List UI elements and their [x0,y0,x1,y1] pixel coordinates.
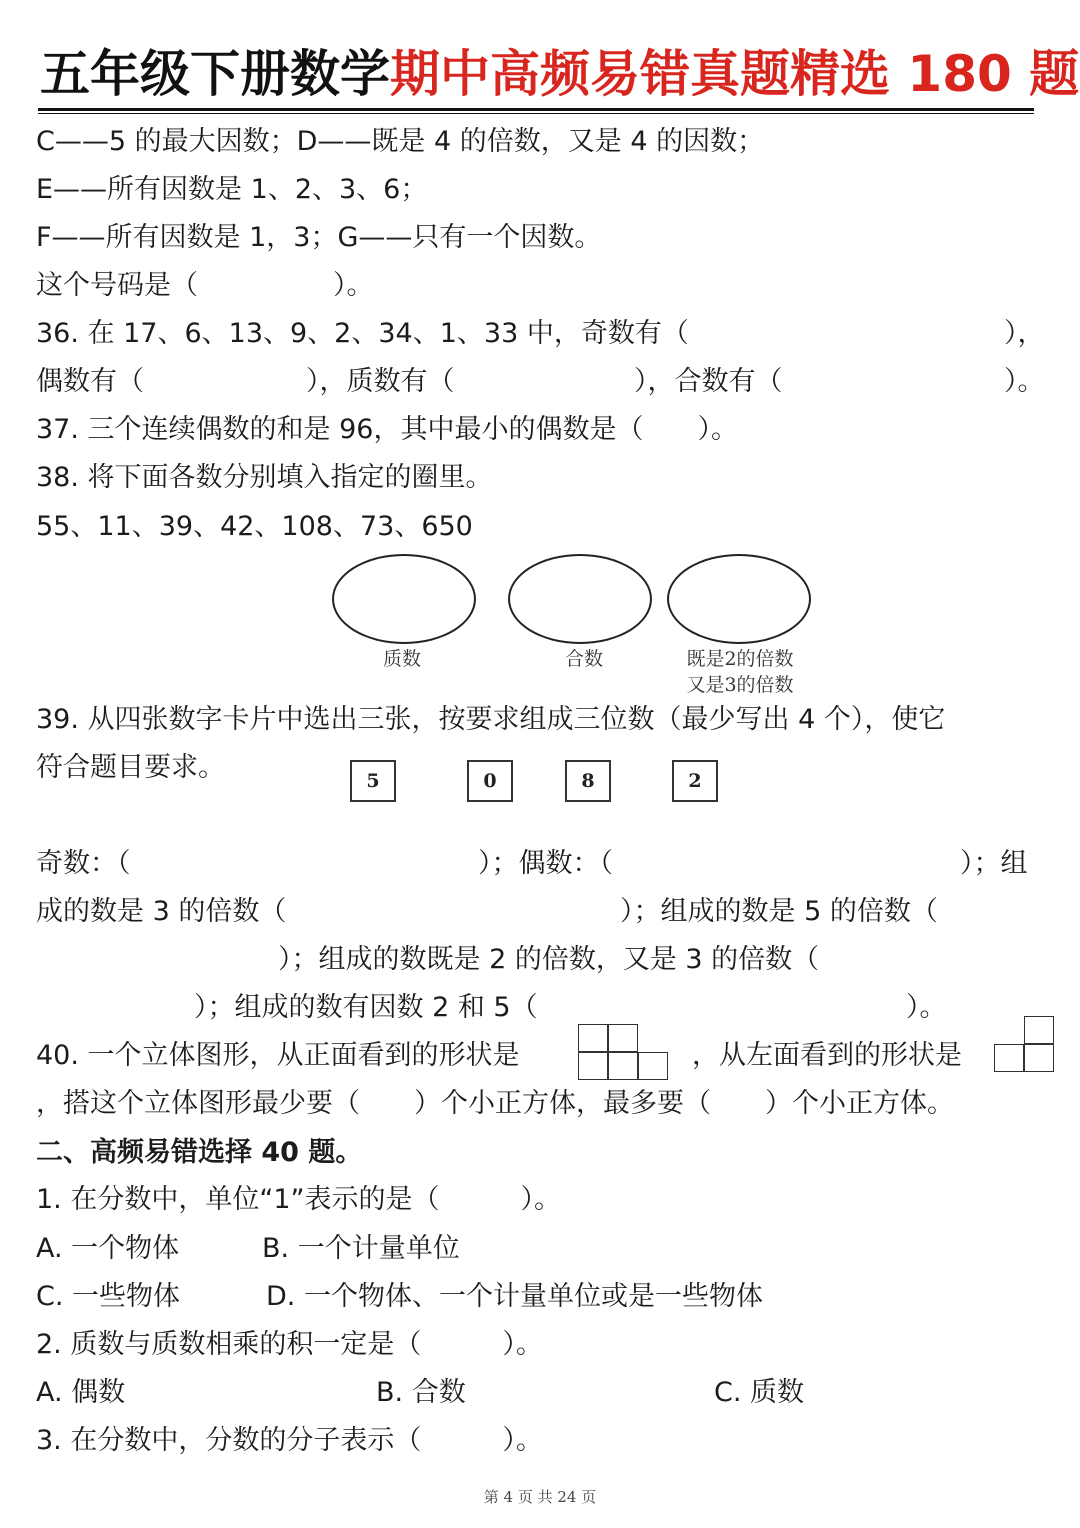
title-red: 期中高频易错真题精选 180 题 [390,45,1080,103]
section-2-heading: 二、高频易错选择 40 题。 [36,1137,363,1168]
text-line-number-answer: 这个号码是（ ）。 [36,270,374,301]
digit-card: 8 [565,760,611,802]
text-line-c-d: C——5 的最大因数；D——既是 4 的倍数，又是 4 的因数； [36,126,765,157]
question-39-multiple-2-3: ）；组成的数既是 2 的倍数，又是 3 的倍数（ [278,944,820,975]
choice-1-option-d: D. 一个物体、一个计量单位或是一些物体 [266,1281,763,1312]
title-black: 五年级下册数学 [40,45,390,103]
choice-1-option-c: C. 一些物体 [36,1281,181,1312]
choice-2-option-a: A. 偶数 [36,1377,126,1408]
question-38-numbers: 55、11、39、42、108、73、650 [36,511,473,542]
digit-card: 2 [672,760,718,802]
question-39-group: ）；组 [960,848,1028,879]
question-40-left: ，从左面看到的形状是 [692,1040,962,1071]
question-39-factors-2-5: ）；组成的数有因数 2 和 5（ [194,992,538,1023]
question-36-line1: 36. 在 17、6、13、9、2、34、1、33 中，奇数有（ [36,318,689,349]
oval-label-composite: 合数 [564,648,603,670]
question-36-end: ）。 [1004,366,1045,397]
choice-2-option-c: C. 质数 [714,1377,805,1408]
digit-card: 0 [467,760,513,802]
oval-composite [508,554,652,644]
oval-prime [332,554,476,644]
question-39-line1: 39. 从四张数字卡片中选出三张，按要求组成三位数（最少写出 4 个），使它 [36,704,946,735]
oval-multiple-2-3 [667,554,811,644]
choice-question-3: 3. 在分数中，分数的分子表示（ ）。 [36,1425,543,1456]
choice-1-option-b: B. 一个计量单位 [262,1233,460,1264]
question-36-prime: ），质数有（ [306,366,455,397]
text-line-f-g: F——所有因数是 1，3；G——只有一个因数。 [36,222,602,253]
question-39-multiple-3: 成的数是 3 的倍数（ [36,896,287,927]
oval-label-multiple-line2: 又是3的倍数 [686,674,794,696]
question-39-end: ）。 [906,992,947,1023]
title-rule [38,108,1034,111]
page-title [40,42,1080,106]
text-line-e: E——所有因数是 1、2、3、6； [36,174,428,205]
digit-card: 5 [350,760,396,802]
question-39-line2: 符合题目要求。 [36,752,225,783]
question-38: 38. 将下面各数分别填入指定的圈里。 [36,462,493,493]
page-footer: 第 4 页 共 24 页 [483,1488,597,1506]
title-rule-thin [38,113,1034,114]
choice-question-2: 2. 质数与质数相乘的积一定是（ ）。 [36,1329,543,1360]
choice-question-1: 1. 在分数中，单位“1”表示的是（ ）。 [36,1184,561,1215]
question-40-front: 40. 一个立体图形，从正面看到的形状是 [36,1040,520,1071]
question-39-odd: 奇数：（ [36,848,131,879]
question-36-composite: ），合数有（ [634,366,783,397]
oval-label-prime: 质数 [382,648,421,670]
question-39-multiple-5: ）；组成的数是 5 的倍数（ [620,896,938,927]
choice-1-option-a: A. 一个物体 [36,1233,180,1264]
question-37: 37. 三个连续偶数的和是 96，其中最小的偶数是（ ）。 [36,414,738,445]
question-36-paren-end: ）， [1004,318,1045,349]
question-40-line2: ，搭这个立体图形最少要（ ）个小正方体，最多要（ ）个小正方体。 [36,1088,954,1119]
question-39-even: ）；偶数：（ [478,848,613,879]
choice-2-option-b: B. 合数 [376,1377,466,1408]
oval-label-multiple-line1: 既是2的倍数 [686,648,794,670]
question-36-even: 偶数有（ [36,366,144,397]
